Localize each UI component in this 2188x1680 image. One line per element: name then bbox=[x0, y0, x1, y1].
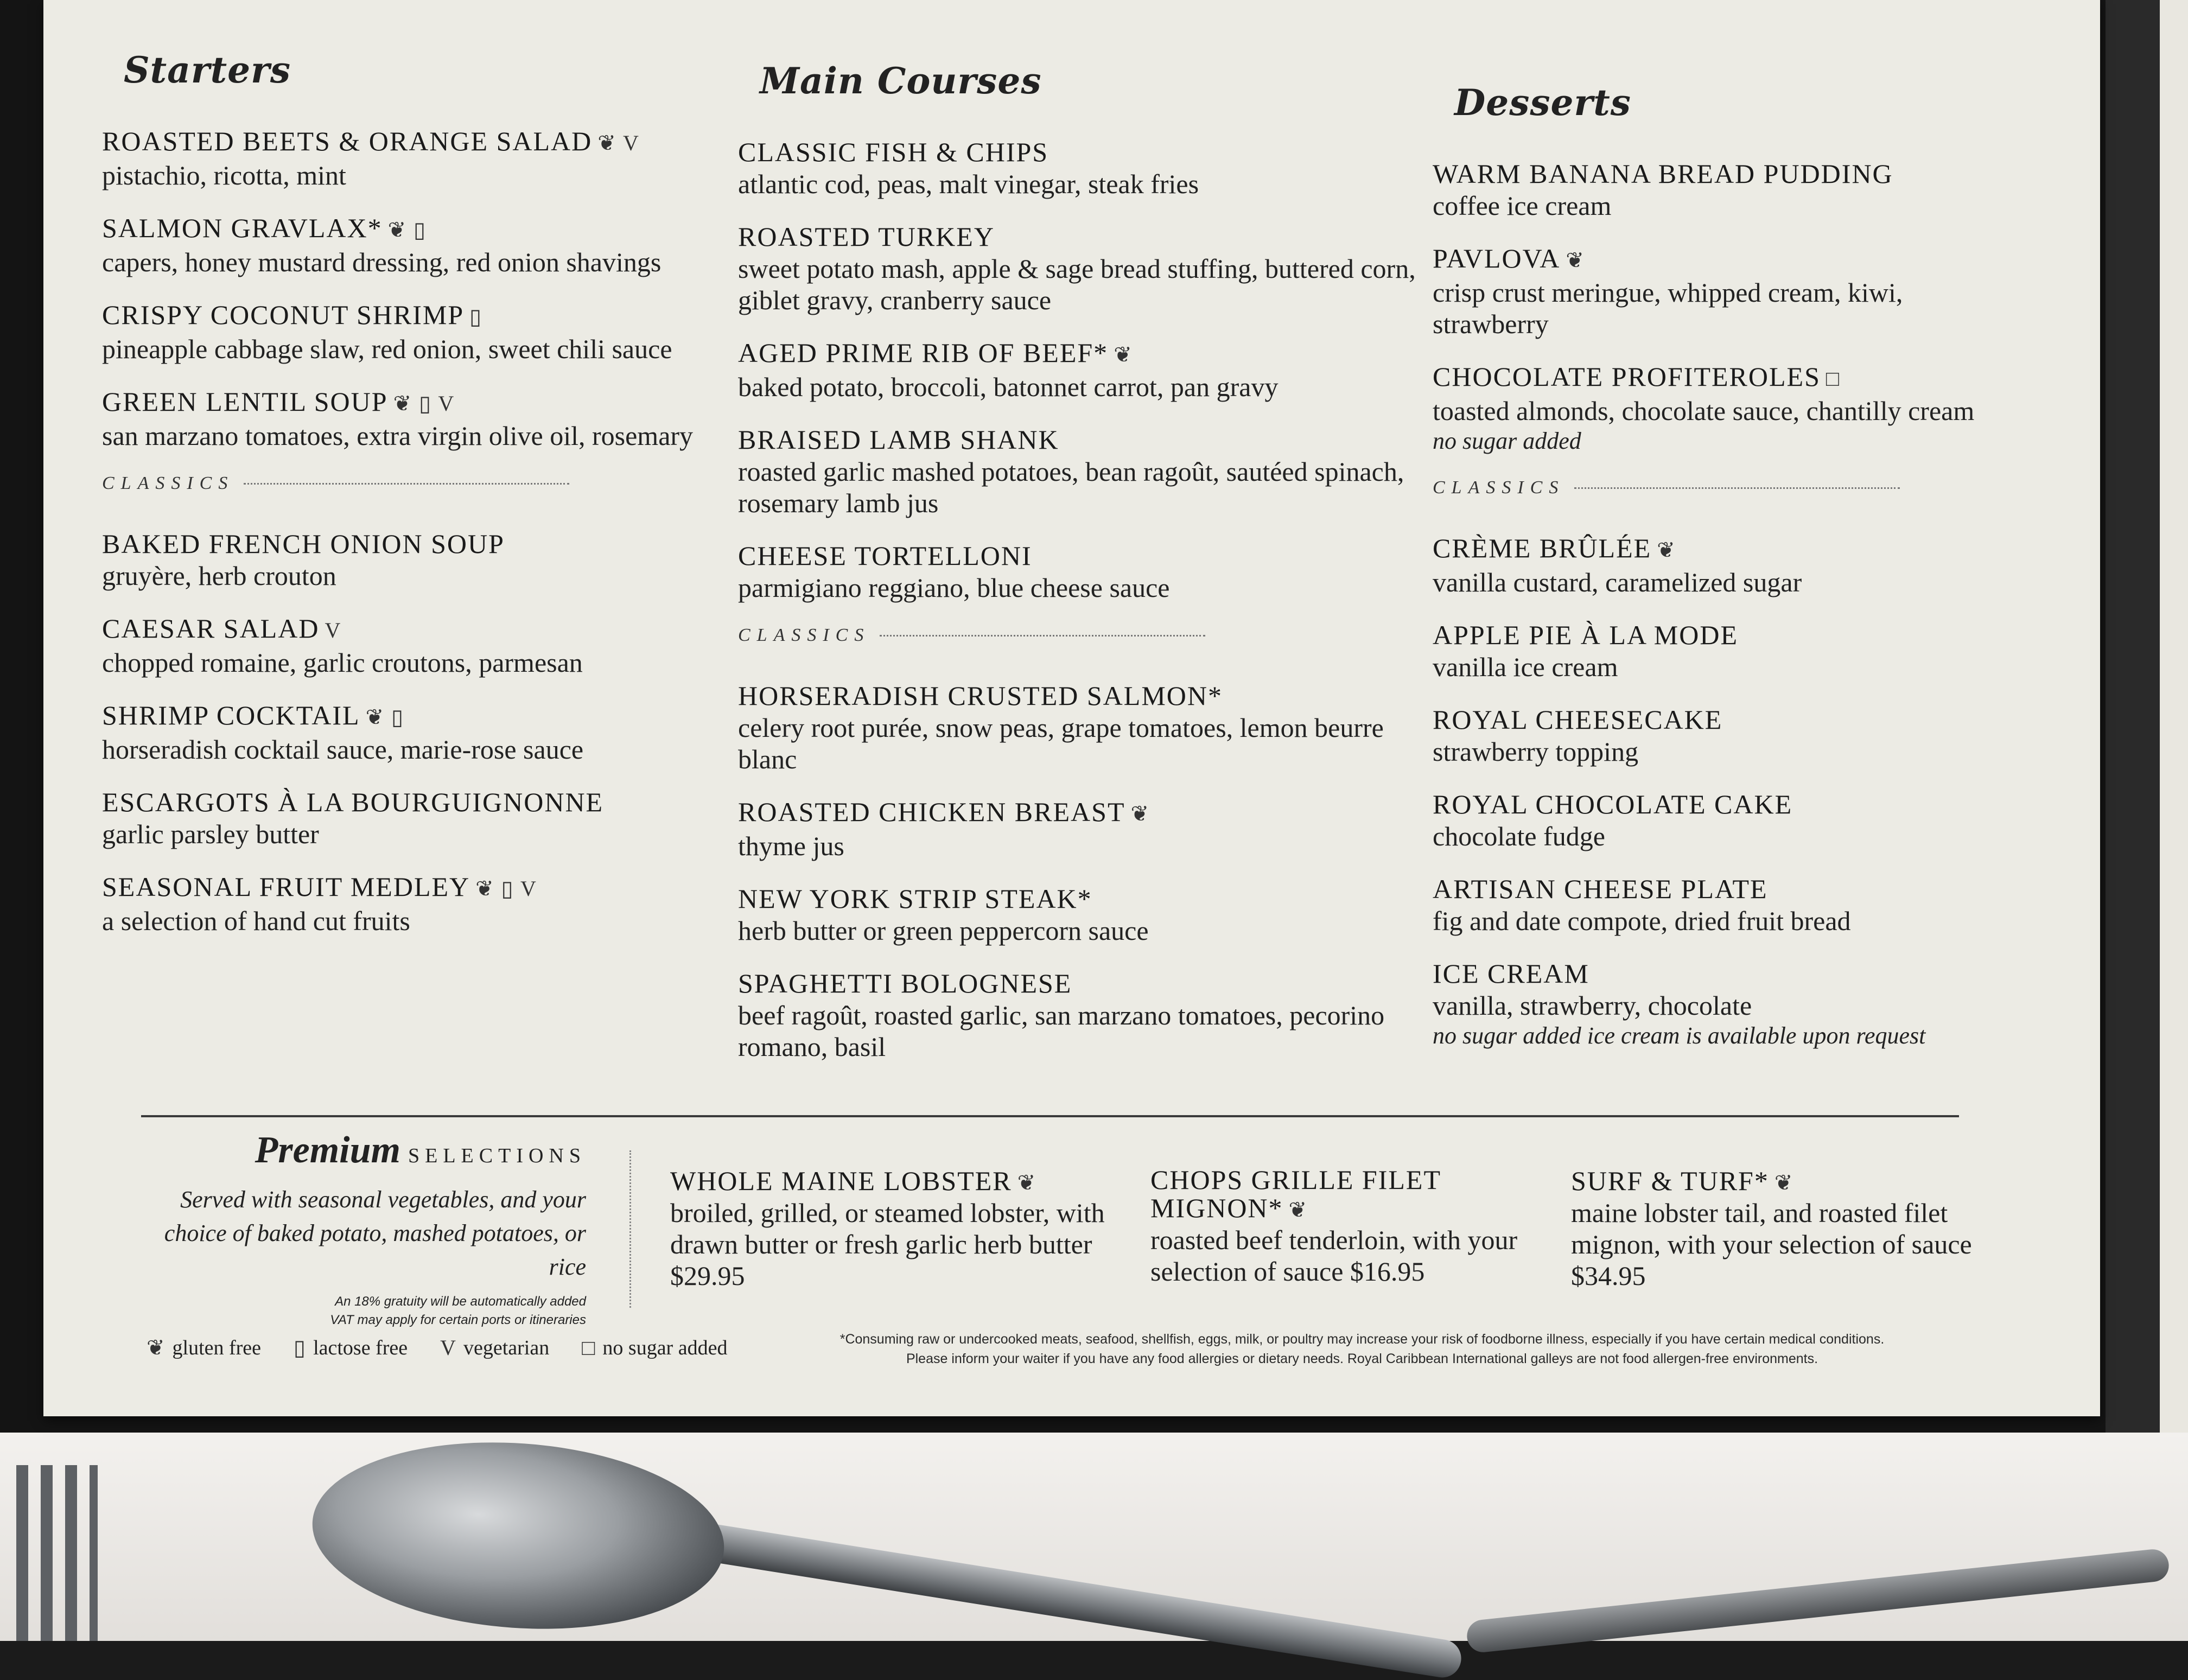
legend-gluten-free bbox=[147, 1335, 261, 1360]
starters-title: Starters bbox=[124, 49, 291, 91]
item-description: broiled, grilled, or steamed lobster, with drawn butter or fresh garlic herb butter $29.95 bbox=[670, 1198, 1105, 1291]
dietary-icons: ❦ ▯ V bbox=[393, 391, 455, 416]
menu-item bbox=[738, 336, 1443, 403]
dietary-icons: ❦ bbox=[1114, 342, 1133, 367]
item-name: NEW YORK STRIP STEAK* bbox=[738, 883, 1092, 914]
item-description: crisp crust meringue, whipped cream, kiwi, strawberry bbox=[1433, 277, 1903, 339]
legend-vegetarian bbox=[440, 1335, 549, 1360]
item-description: coffee ice cream bbox=[1433, 190, 1612, 221]
item-description: a selection of hand cut fruits bbox=[102, 906, 410, 936]
starters-column bbox=[102, 49, 726, 957]
item-name: ARTISAN CHEESE PLATE bbox=[1433, 874, 1768, 904]
item-note: no sugar added bbox=[1433, 428, 1581, 454]
item-name: ROASTED TURKEY bbox=[738, 221, 995, 252]
gluten-free-icon: ❦ bbox=[1774, 1170, 1794, 1195]
item-description: vanilla, strawberry, chocolate bbox=[1433, 990, 1752, 1021]
menu-item bbox=[102, 385, 726, 451]
item-name: GREEN LENTIL SOUP bbox=[102, 386, 388, 417]
menu-item bbox=[102, 212, 726, 278]
item-description: beef ragoût, roasted garlic, san marzano tomatoes, pecorino romano, basil bbox=[738, 1000, 1385, 1062]
item-description: chopped romaine, garlic croutons, parmesan bbox=[102, 647, 583, 678]
premium-item-filet-mignon bbox=[1150, 1166, 1563, 1287]
mains-classics-list bbox=[738, 679, 1443, 1062]
premium-item-surf-turf bbox=[1571, 1167, 1994, 1291]
dotted-rule bbox=[880, 635, 1205, 637]
menu-item bbox=[1433, 242, 2002, 340]
item-name: ROYAL CHOCOLATE CAKE bbox=[1433, 789, 1793, 819]
item-name: HORSERADISH CRUSTED SALMON* bbox=[738, 680, 1223, 711]
starters-classics-header bbox=[102, 473, 726, 494]
premium-item-lobster bbox=[670, 1167, 1126, 1291]
item-note: no sugar added ice cream is available upon request bbox=[1433, 1022, 1926, 1049]
item-name: SALMON GRAVLAX* bbox=[102, 213, 383, 243]
item-description: horseradish cocktail sauce, marie-rose sauce bbox=[102, 734, 584, 765]
dotted-rule bbox=[1574, 487, 1900, 489]
item-description: herb butter or green peppercorn sauce bbox=[738, 915, 1149, 946]
legend-no-sugar bbox=[582, 1335, 727, 1360]
desserts-classics-list bbox=[1433, 532, 2002, 1051]
item-name: WHOLE MAINE LOBSTER bbox=[670, 1166, 1012, 1196]
item-name: APPLE PIE À LA MODE bbox=[1433, 620, 1739, 650]
item-name: AGED PRIME RIB OF BEEF* bbox=[738, 338, 1109, 368]
item-description: san marzano tomatoes, extra virgin olive oil, rosemary bbox=[102, 421, 694, 451]
mains-list bbox=[738, 136, 1443, 603]
item-description: fig and date compote, dried fruit bread bbox=[1433, 906, 1851, 936]
item-name: CRÈME BRÛLÉE bbox=[1433, 533, 1652, 563]
item-name: PAVLOVA bbox=[1433, 243, 1561, 273]
item-name: BRAISED LAMB SHANK bbox=[738, 424, 1059, 455]
leaf-v-icon: V bbox=[440, 1335, 456, 1360]
starters-classics-list bbox=[102, 527, 726, 937]
desserts-classics-header bbox=[1433, 478, 2002, 498]
item-description: baked potato, broccoli, batonnet carrot, pan gravy bbox=[738, 372, 1279, 402]
gluten-free-icon: ❦ bbox=[1288, 1198, 1308, 1222]
dietary-icons: ❦ bbox=[1130, 801, 1150, 826]
item-description: thyme jus bbox=[738, 831, 844, 861]
dietary-icons: ❦ ▯ bbox=[387, 218, 427, 242]
item-description: roasted beef tenderloin, with your selection of sauce $16.95 bbox=[1150, 1225, 1518, 1287]
menu-item bbox=[1433, 788, 2002, 852]
menu-item bbox=[1433, 532, 2002, 598]
premium-fineprint bbox=[141, 1293, 586, 1329]
milk-bottle-icon: ▯ bbox=[294, 1335, 306, 1360]
item-description: chocolate fudge bbox=[1433, 821, 1605, 851]
dietary-icons: ❦ V bbox=[597, 131, 640, 155]
item-description: strawberry topping bbox=[1433, 736, 1639, 767]
premium-title-suffix: SELECTIONS bbox=[408, 1144, 586, 1167]
sugar-cube-icon: □ bbox=[582, 1335, 595, 1360]
item-description: gruyère, herb crouton bbox=[102, 561, 336, 591]
menu-item bbox=[1433, 703, 2002, 767]
desserts-column bbox=[1433, 81, 2002, 1071]
dietary-icons: ❦ bbox=[1566, 248, 1585, 272]
item-description: roasted garlic mashed potatoes, bean ragoût, sautéed spinach, rosemary lamb jus bbox=[738, 456, 1404, 518]
item-description: maine lobster tail, and roasted filet mignon, with your selection of sauce $34.95 bbox=[1571, 1198, 1972, 1291]
menu-item bbox=[1433, 957, 2002, 1051]
premium-vertical-divider bbox=[629, 1150, 631, 1308]
dietary-icons: ❦ ▯ bbox=[365, 705, 405, 729]
item-description: vanilla ice cream bbox=[1433, 652, 1618, 682]
legend-label: lactose free bbox=[313, 1336, 408, 1359]
menu-item bbox=[738, 220, 1443, 316]
item-name: ROASTED CHICKEN BREAST bbox=[738, 797, 1125, 827]
allergen-footnote bbox=[765, 1329, 1959, 1369]
item-description: atlantic cod, peas, malt vinegar, steak fries bbox=[738, 169, 1199, 199]
menu-item bbox=[102, 298, 726, 365]
gluten-free-icon: ❦ bbox=[1017, 1170, 1037, 1195]
mains-column bbox=[738, 60, 1443, 1083]
footnote-line-1: *Consuming raw or undercooked meats, seafood, shellfish, eggs, milk, or poultry may increase your risk of foodborne illness, especially if you have certain medical conditions. bbox=[839, 1332, 1885, 1347]
classics-label: CLASSICS bbox=[738, 625, 870, 645]
menu-item bbox=[738, 539, 1443, 603]
item-name: CAESAR SALAD bbox=[102, 613, 320, 644]
menu-item bbox=[102, 699, 726, 765]
premium-description: Served with seasonal vegetables, and your choice of baked potato, mashed potatoes, or rice bbox=[164, 1186, 586, 1280]
item-description: celery root purée, snow peas, grape tomatoes, lemon beurre blanc bbox=[738, 712, 1384, 774]
menu-item bbox=[102, 870, 726, 937]
item-name: CHEESE TORTELLONI bbox=[738, 540, 1032, 571]
menu-item bbox=[1433, 360, 2002, 456]
wheat-icon: ❦ bbox=[147, 1335, 165, 1360]
dotted-rule bbox=[244, 483, 569, 485]
item-description: toasted almonds, chocolate sauce, chantilly cream bbox=[1433, 396, 1975, 426]
desserts-title: Desserts bbox=[1454, 81, 1631, 124]
menu-item bbox=[102, 527, 726, 591]
item-name: ROYAL CHEESECAKE bbox=[1433, 704, 1723, 735]
classics-label: CLASSICS bbox=[102, 473, 234, 493]
legend-label: no sugar added bbox=[602, 1336, 728, 1359]
desserts-list bbox=[1433, 157, 2002, 456]
dietary-legend bbox=[147, 1335, 727, 1360]
dietary-icons: ❦ ▯ V bbox=[475, 876, 537, 901]
classics-label: CLASSICS bbox=[1433, 478, 1565, 498]
menu-item bbox=[1433, 619, 2002, 683]
item-description: capers, honey mustard dressing, red onion shavings bbox=[102, 247, 662, 277]
item-name: ICE CREAM bbox=[1433, 958, 1589, 989]
menu-item bbox=[738, 967, 1443, 1062]
premium-selections-block bbox=[141, 1129, 586, 1329]
menu-item bbox=[102, 125, 726, 191]
menu-item bbox=[738, 679, 1443, 775]
item-name: SEASONAL FRUIT MEDLEY bbox=[102, 871, 470, 902]
menu-item bbox=[738, 796, 1443, 862]
footnote-line-2: Please inform your waiter if you have any food allergies or dietary needs. Royal Caribbean International galleys are not food allergen-free environments. bbox=[906, 1351, 1818, 1366]
dietary-icons: ▯ bbox=[469, 304, 483, 329]
menu-item bbox=[738, 882, 1443, 946]
premium-title bbox=[141, 1129, 586, 1172]
starters-list bbox=[102, 125, 726, 451]
adjacent-page-edge bbox=[2160, 0, 2188, 1454]
vat-note: VAT may apply for certain ports or itineraries bbox=[330, 1313, 586, 1327]
item-name: SURF & TURF* bbox=[1571, 1166, 1769, 1196]
item-name: CRISPY COCONUT SHRIMP bbox=[102, 300, 465, 330]
gratuity-note: An 18% gratuity will be automatically added bbox=[335, 1294, 586, 1309]
item-name: WARM BANANA BREAD PUDDING bbox=[1433, 158, 1893, 189]
legend-lactose-free bbox=[294, 1335, 408, 1360]
item-description: garlic parsley butter bbox=[102, 819, 319, 849]
legend-label: gluten free bbox=[172, 1336, 262, 1359]
menu-item bbox=[738, 136, 1443, 200]
premium-divider-rule bbox=[141, 1115, 1959, 1117]
item-description: parmigiano reggiano, blue cheese sauce bbox=[738, 572, 1170, 603]
item-name: BAKED FRENCH ONION SOUP bbox=[102, 529, 505, 559]
item-description: vanilla custard, caramelized sugar bbox=[1433, 567, 1802, 597]
dietary-icons: □ bbox=[1826, 366, 1841, 391]
item-name: CHOCOLATE PROFITEROLES bbox=[1433, 361, 1821, 392]
dietary-icons: ❦ bbox=[1657, 538, 1676, 562]
menu-item bbox=[102, 786, 726, 850]
dietary-icons: V bbox=[325, 618, 342, 642]
item-description: pistachio, ricotta, mint bbox=[102, 160, 346, 190]
item-name: SHRIMP COCKTAIL bbox=[102, 700, 360, 730]
item-name: CHOPS GRILLE FILET MIGNON* bbox=[1150, 1164, 1441, 1223]
mains-title: Main Courses bbox=[760, 60, 1042, 102]
item-description: pineapple cabbage slaw, red onion, sweet chili sauce bbox=[102, 334, 672, 364]
premium-title-main: Premium bbox=[255, 1129, 400, 1171]
legend-label: vegetarian bbox=[463, 1336, 550, 1359]
fork-tines bbox=[16, 1465, 98, 1641]
menu-item bbox=[738, 423, 1443, 519]
item-name: ESCARGOTS À LA BOURGUIGNONNE bbox=[102, 787, 604, 817]
mains-classics-header bbox=[738, 625, 1443, 646]
menu-item bbox=[102, 612, 726, 678]
item-name: CLASSIC FISH & CHIPS bbox=[738, 137, 1049, 167]
item-name: ROASTED BEETS & ORANGE SALAD bbox=[102, 126, 593, 156]
menu-item bbox=[1433, 157, 2002, 221]
item-description: sweet potato mash, apple & sage bread stuffing, buttered corn, giblet gravy, cranberry sauce bbox=[738, 253, 1416, 315]
menu-item bbox=[1433, 873, 2002, 937]
item-name: SPAGHETTI BOLOGNESE bbox=[738, 968, 1072, 998]
